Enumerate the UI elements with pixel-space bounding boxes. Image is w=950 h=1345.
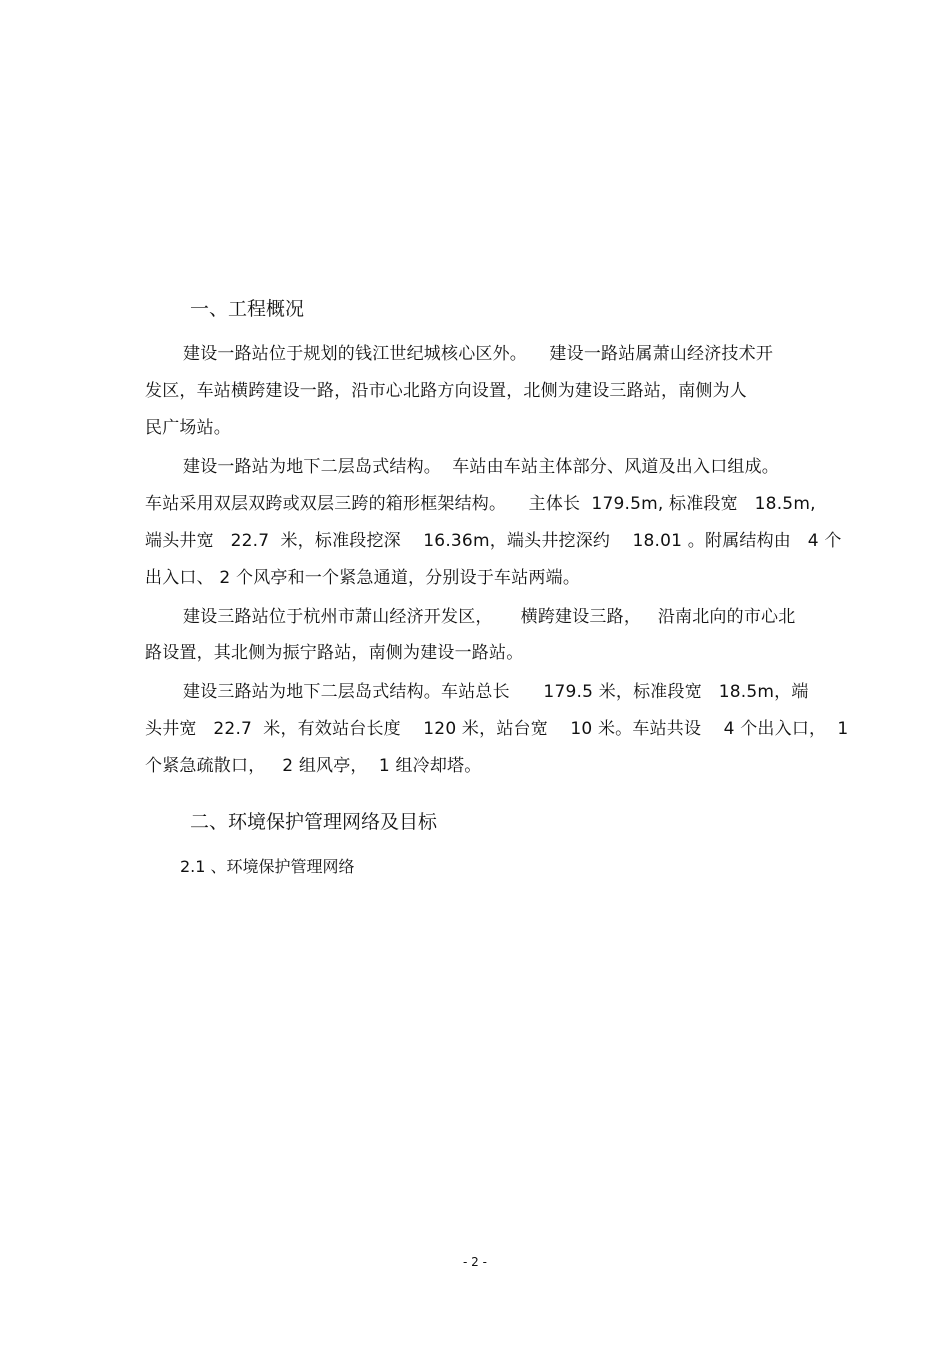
paragraph-line: 建设一路站为地下二层岛式结构。 车站由车站主体部分、风道及出入口组成。 — [183, 457, 780, 477]
section-heading-project-overview: 一、工程概况 — [190, 298, 305, 320]
paragraph-line: 端头井宽 22.7 米，标准段挖深 16.36m，端头井挖深约 18.01 。附属结构由 4 个 — [145, 531, 842, 551]
paragraph-line: 民广场站。 — [145, 418, 231, 438]
paragraph-line: 头井宽 22.7 米，有效站台长度 120 米，站台宽 10 米。车站共设 4 个出入口， 1 — [145, 719, 849, 739]
section-heading-environmental-management: 二、环境保护管理网络及目标 — [190, 811, 438, 833]
paragraph-line: 路设置，其北侧为振宁路站，南侧为建设一路站。 — [145, 643, 524, 663]
paragraph-line: 车站采用双层双跨或双层三跨的箱形框架结构。 主体长 179.5m, 标准段宽 18.5m, — [145, 494, 816, 514]
paragraph-line: 建设三路站为地下二层岛式结构。车站总长 179.5 米，标准段宽 18.5m，端 — [183, 682, 809, 702]
paragraph-line: 建设三路站位于杭州市萧山经济开发区， 横跨建设三路， 沿南北向的市心北 — [183, 607, 796, 627]
paragraph-line: 建设一路站位于规划的钱江世纪城核心区外。 建设一路站属萧山经济技术开 — [183, 344, 774, 364]
paragraph-line: 发区，车站横跨建设一路，沿市心北路方向设置，北侧为建设三路站，南侧为人 — [145, 381, 747, 401]
subsection-heading: 2.1 、环境保护管理网络 — [180, 857, 355, 876]
page-number: - 2 - — [463, 1255, 487, 1269]
paragraph-line: 出入口、 2 个风亭和一个紧急通道，分别设于车站两端。 — [145, 568, 581, 588]
paragraph-line: 个紧急疏散口， 2 组风亭， 1 组冷却塔。 — [145, 756, 482, 776]
